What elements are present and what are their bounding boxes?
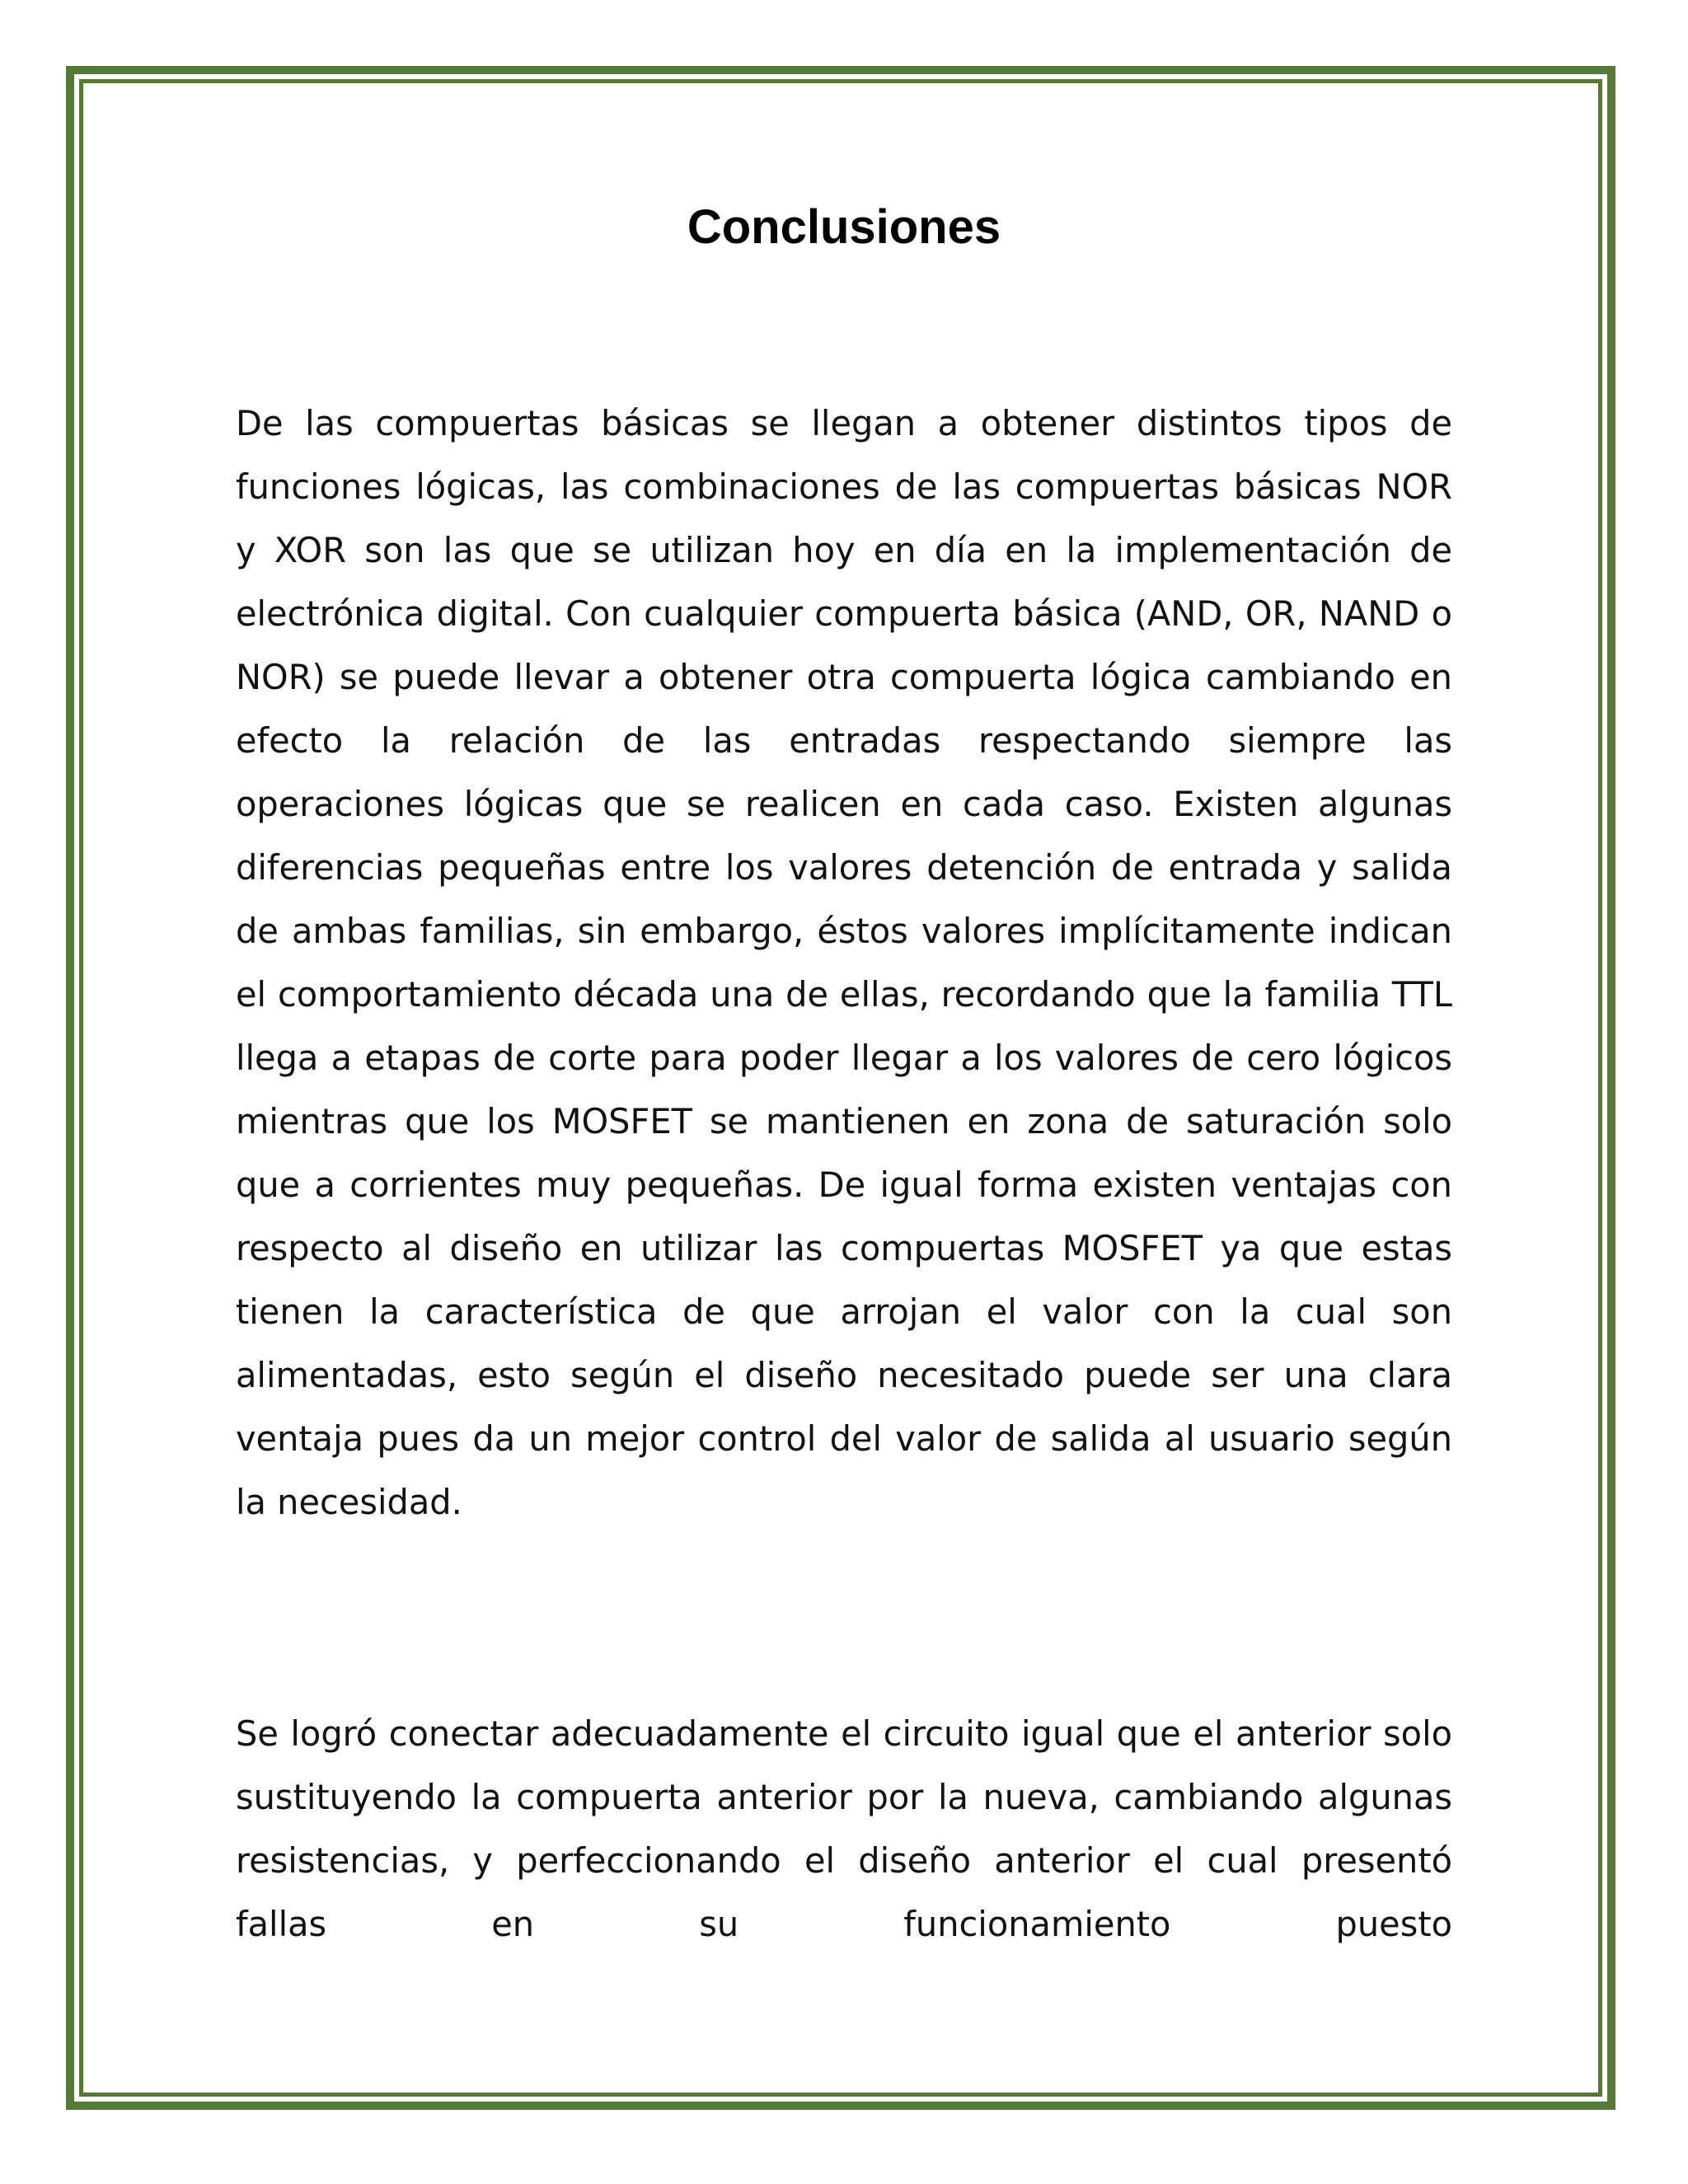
conclusion-paragraph-1: De las compuertas básicas se llegan a obtener distintos tipos de funciones lógicas, las combinaciones de las compuertas básicas NOR y XOR son las que se utilizan hoy en día en la implementación de electrónica digital. Con cualquier compuerta básica (AND, OR, NAND o NOR) se puede llevar a obtener otra compuerta lógica cambiando en efecto la relación de las entradas respectando siempre las operaciones lógicas que se realicen en cada caso. Existen algunas diferencias pequeñas entre los valores detención de entrada y salida de ambas familias, sin embargo, éstos valores implícitamente indican el comportamiento década una de ellas, recordando que la familia TTL llega a etapas de corte para poder llegar a los valores de cero lógicos mientras que los MOSFET se mantienen en zona de saturación solo que a corrientes muy pequeñas. De igual forma existen ventajas con respecto al diseño en utilizar las compuertas MOSFET ya que estas tienen la característica de que arrojan el valor con la cual son alimentadas, esto según el diseño necesitado puede ser una clara ventaja pues da un mejor control del valor de salida al usuario según la necesidad. (236, 403, 1452, 1522)
page-title: Conclusiones (687, 200, 1001, 254)
conclusion-paragraph-2: Se logró conectar adecuadamente el circuito igual que el anterior solo sustituyendo la compuerta anterior por la nueva, cambiando algunas resistencias, y perfeccionando el diseño anterior el cual presentó fallas en su funcionamiento puesto (236, 1713, 1452, 1944)
